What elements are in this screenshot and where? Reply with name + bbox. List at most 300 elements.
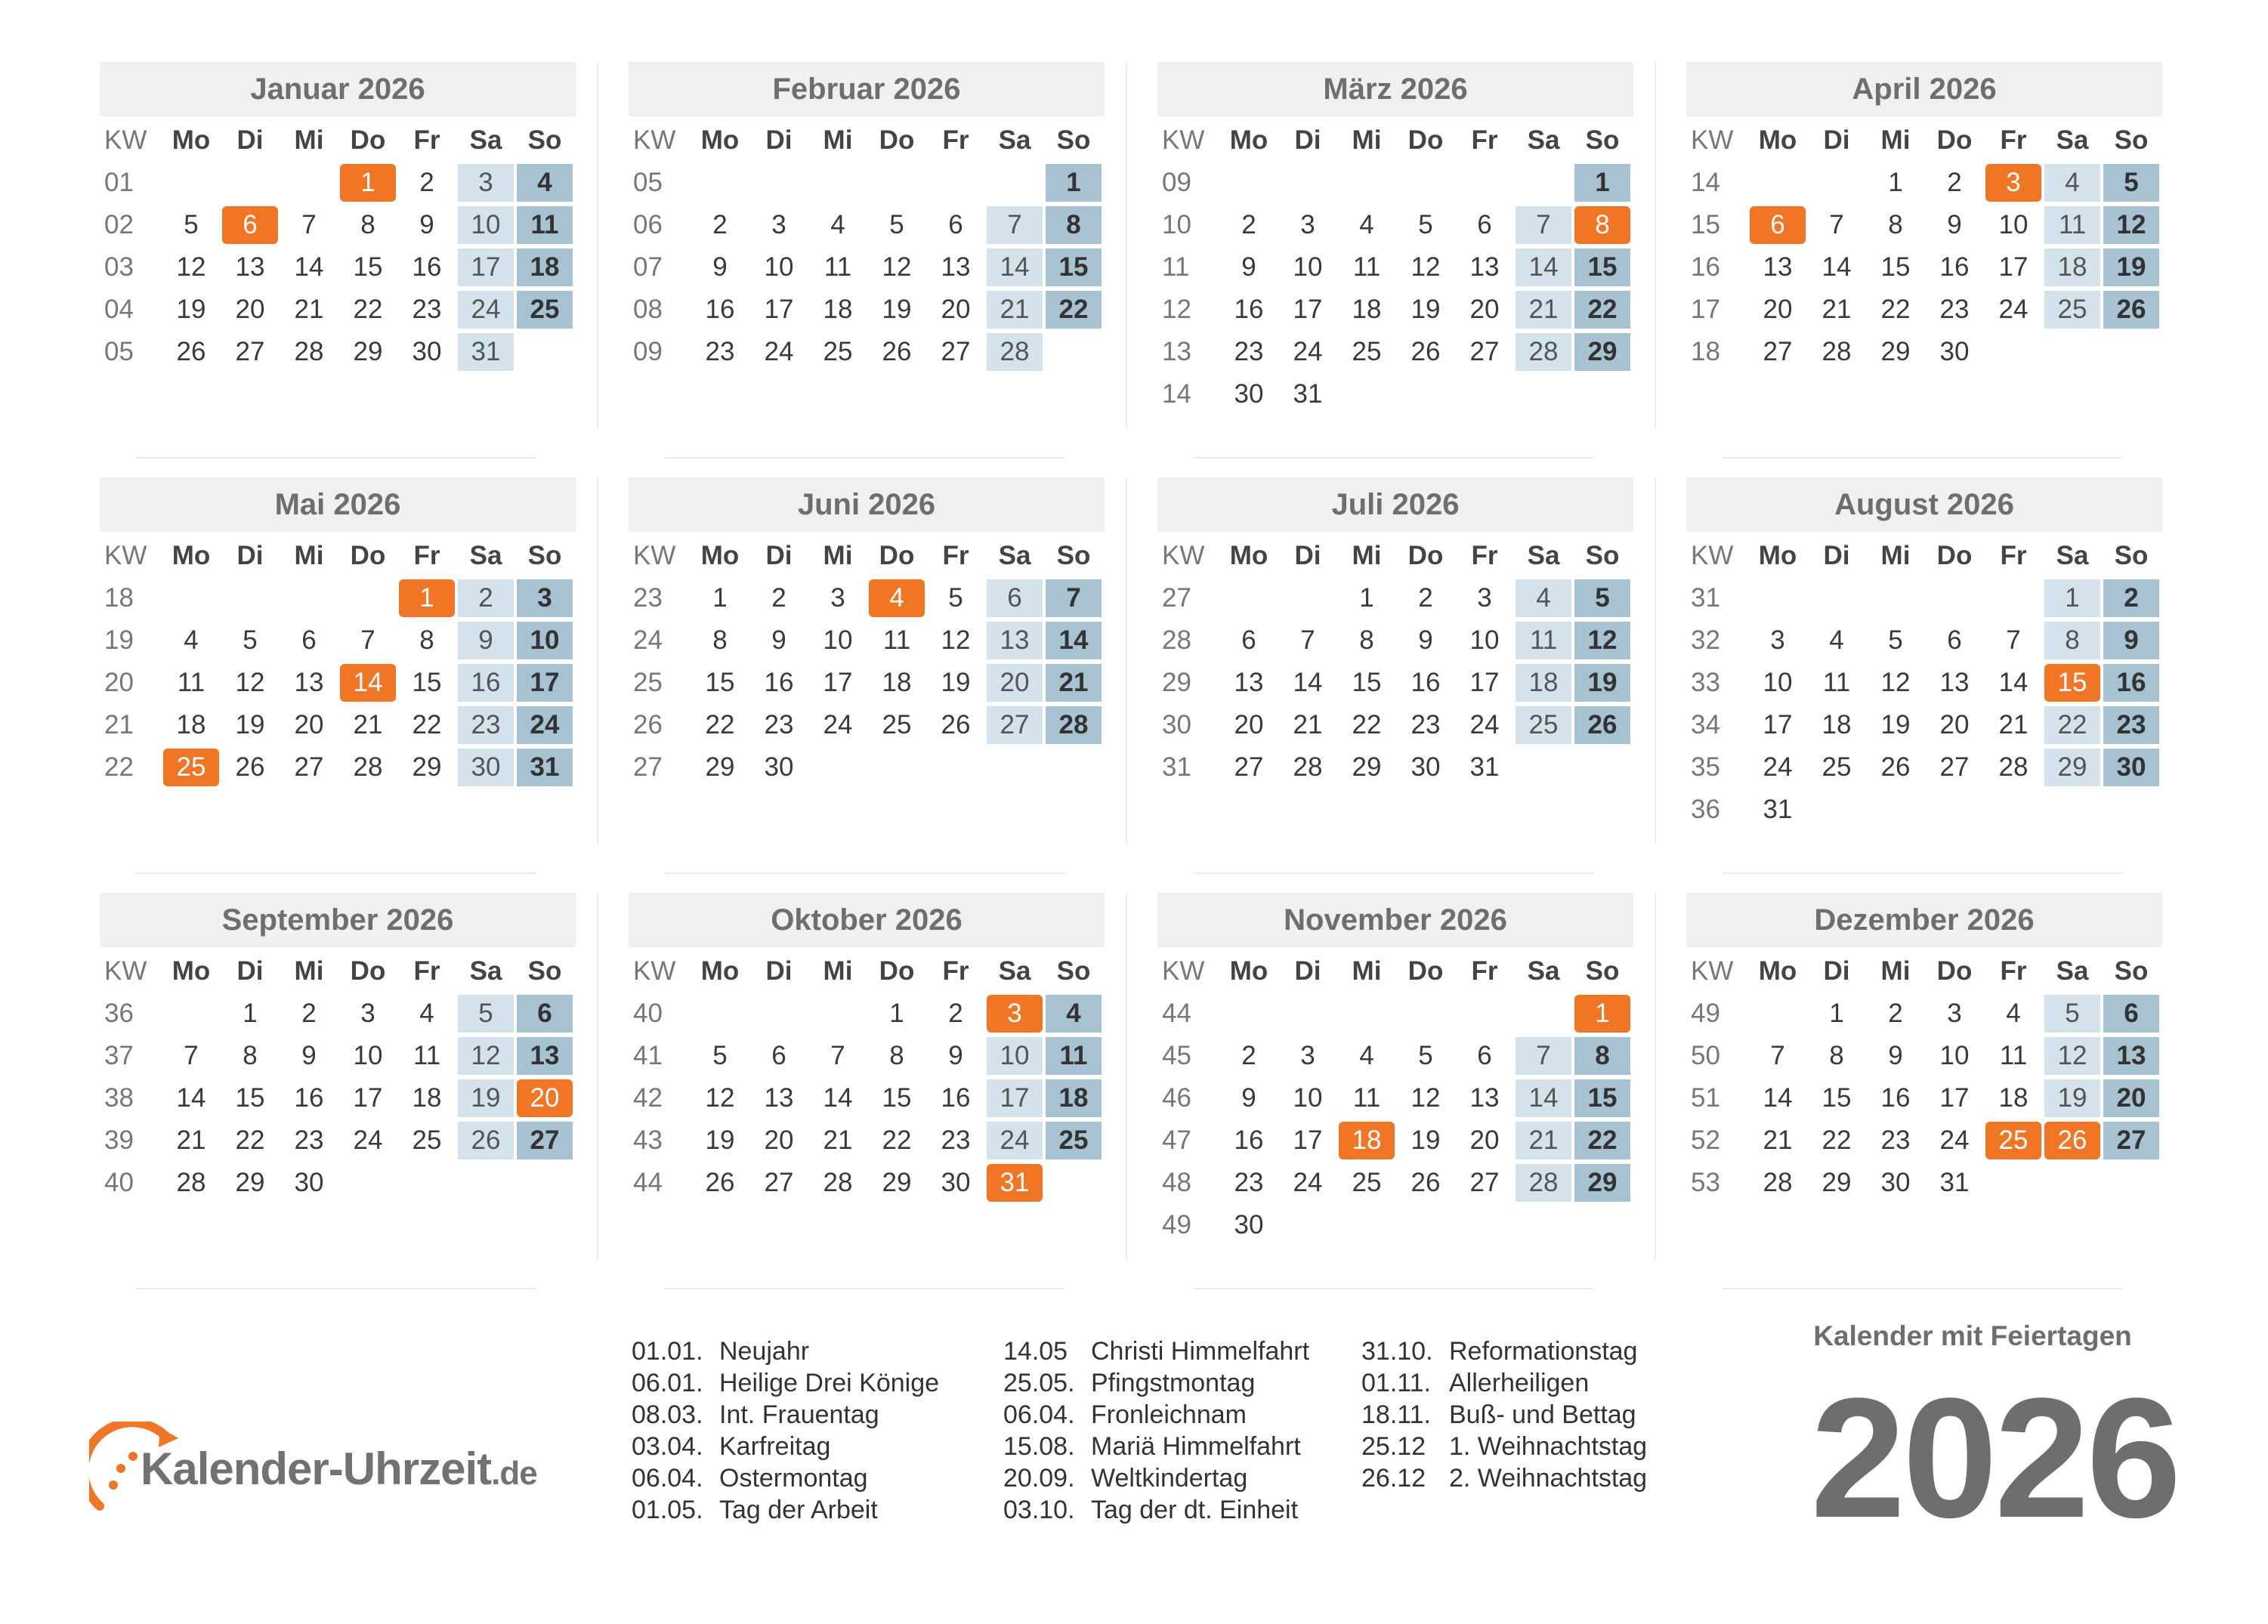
day-cell: 26 <box>458 1122 514 1159</box>
holiday-day-cell: 8 <box>1574 206 1630 244</box>
day-cell: 29 <box>705 752 735 782</box>
day-cell: 25 <box>517 291 573 329</box>
kw-header: KW <box>633 956 676 986</box>
week-row <box>1686 619 2162 662</box>
weekday-header: Mo <box>1229 541 1268 570</box>
day-cell: 21 <box>823 1125 853 1155</box>
day-cell: 17 <box>1998 252 2029 282</box>
week-row <box>1686 704 2162 746</box>
day-cell: 4 <box>830 210 845 239</box>
day-cell: 27 <box>294 752 324 782</box>
holiday-name: Weltkindertag <box>1091 1464 1248 1493</box>
holiday-entry <box>1361 1431 1739 1462</box>
week-row <box>1157 289 1633 331</box>
week-number: 20 <box>104 668 134 697</box>
logo-tld: .de <box>491 1455 537 1492</box>
day-cell: 23 <box>2103 706 2159 744</box>
day-cell: 16 <box>941 1083 971 1113</box>
day-cell: 15 <box>705 668 735 697</box>
day-cell: 16 <box>2103 664 2159 702</box>
day-cell: 21 <box>176 1125 206 1155</box>
weekday-header: Sa <box>469 541 502 570</box>
day-cell: 19 <box>1574 664 1630 702</box>
day-cell: 19 <box>2103 249 2159 286</box>
week-number: 23 <box>633 583 663 613</box>
day-cell: 4 <box>1046 995 1102 1033</box>
day-cell: 30 <box>1411 752 1441 782</box>
week-number: 45 <box>1162 1041 1191 1070</box>
day-cell: 26 <box>176 337 206 366</box>
holiday-name: Heilige Drei Könige <box>719 1369 940 1397</box>
day-cell: 15 <box>235 1083 265 1113</box>
day-cell: 18 <box>412 1083 442 1113</box>
day-cell: 26 <box>882 337 912 366</box>
day-cell: 24 <box>1293 1168 1323 1197</box>
holiday-name: Christi Himmelfahrt <box>1091 1337 1310 1366</box>
day-cell: 17 <box>1469 668 1500 697</box>
kw-header: KW <box>1691 125 1734 155</box>
day-cell: 4 <box>2044 164 2100 202</box>
day-cell: 25 <box>2044 291 2100 329</box>
week-row <box>100 289 576 331</box>
weekday-header: Di <box>765 125 793 155</box>
day-cell: 30 <box>458 749 514 786</box>
day-cell: 13 <box>1234 668 1264 697</box>
day-cell: 31 <box>1939 1168 1970 1197</box>
day-cell: 26 <box>1880 752 1911 782</box>
week-number: 10 <box>1162 210 1191 239</box>
holiday-column <box>632 1335 1009 1526</box>
column-divider <box>1126 477 1127 844</box>
weekday-header: Mi <box>1880 956 1911 986</box>
day-cell: 27 <box>764 1168 794 1197</box>
holiday-day-cell: 3 <box>987 995 1043 1033</box>
weekday-header: Mi <box>823 541 853 570</box>
kw-header: KW <box>633 125 676 155</box>
day-cell: 5 <box>1888 625 1903 655</box>
holiday-day-cell: 18 <box>1339 1122 1395 1159</box>
day-cell: 14 <box>1822 252 1852 282</box>
week-row <box>1157 204 1633 246</box>
weekday-header: Di <box>765 956 793 986</box>
week-row <box>100 1119 576 1162</box>
day-cell: 12 <box>882 252 912 282</box>
weekday-header: Fr <box>413 125 440 155</box>
day-cell: 9 <box>1241 1083 1256 1113</box>
week-row <box>1157 577 1633 619</box>
weekday-header: Fr <box>413 541 440 570</box>
day-cell: 18 <box>517 249 573 286</box>
week-row <box>629 577 1105 619</box>
week-row <box>100 704 576 746</box>
week-row <box>629 746 1105 789</box>
holiday-day-cell: 26 <box>2044 1122 2100 1159</box>
day-cell: 20 <box>987 664 1043 702</box>
kw-header: KW <box>104 541 147 570</box>
week-row <box>1157 373 1633 415</box>
weekday-header: Sa <box>1527 956 1560 986</box>
day-cell: 13 <box>1939 668 1970 697</box>
week-number: 50 <box>1691 1041 1720 1070</box>
holiday-entry <box>632 1399 1009 1431</box>
week-number: 27 <box>633 752 663 782</box>
day-cell: 31 <box>458 333 514 371</box>
weekday-header: Mi <box>294 541 324 570</box>
day-cell: 13 <box>764 1083 794 1113</box>
day-cell: 2 <box>1418 583 1433 613</box>
holiday-name: Int. Frauentag <box>719 1400 879 1429</box>
week-number: 33 <box>1691 668 1720 697</box>
day-cell: 23 <box>412 295 442 324</box>
weekday-header: Mi <box>823 125 853 155</box>
day-cell: 7 <box>1829 210 1844 239</box>
holiday-name: Tag der Arbeit <box>719 1496 878 1524</box>
day-cell: 16 <box>1234 1125 1264 1155</box>
day-cell: 29 <box>882 1168 912 1197</box>
week-row <box>1157 662 1633 704</box>
holiday-date: 26.12 <box>1361 1464 1426 1493</box>
day-cell: 23 <box>764 710 794 739</box>
month-title: September 2026 <box>100 893 576 947</box>
week-number: 31 <box>1691 583 1720 613</box>
weekday-header: Di <box>1823 956 1850 986</box>
week-number: 26 <box>633 710 663 739</box>
weekday-header: Sa <box>1527 541 1560 570</box>
weekday-header: Di <box>1823 541 1850 570</box>
holiday-entry <box>632 1431 1009 1462</box>
weekday-header: Mi <box>294 125 324 155</box>
column-divider <box>1655 893 1656 1259</box>
month-title: April 2026 <box>1686 62 2162 116</box>
day-cell: 3 <box>1300 1041 1315 1070</box>
day-cell: 9 <box>301 1041 317 1070</box>
holiday-name: Tag der dt. Einheit <box>1091 1496 1299 1524</box>
day-cell: 21 <box>1293 710 1323 739</box>
weekday-header-row <box>629 535 1105 577</box>
week-row <box>100 619 576 662</box>
day-cell: 22 <box>353 295 383 324</box>
day-cell: 9 <box>771 625 786 655</box>
day-cell: 15 <box>1574 1079 1630 1117</box>
week-row <box>1157 1162 1633 1204</box>
day-cell: 2 <box>948 999 963 1028</box>
logo-name: Kalender-Uhrzeit <box>141 1443 492 1494</box>
day-cell: 5 <box>1418 210 1433 239</box>
holiday-date: 01.01. <box>632 1337 703 1366</box>
holiday-column <box>1003 1335 1381 1526</box>
kw-header: KW <box>1691 541 1734 570</box>
day-cell: 22 <box>1880 295 1911 324</box>
week-row <box>629 1119 1105 1162</box>
week-row <box>1157 162 1633 204</box>
weekday-header: Fr <box>2000 541 2027 570</box>
day-cell: 26 <box>2103 291 2159 329</box>
day-cell: 23 <box>1939 295 1970 324</box>
day-cell: 31 <box>1469 752 1500 782</box>
day-cell: 25 <box>1352 1168 1382 1197</box>
week-row <box>1157 619 1633 662</box>
day-cell: 16 <box>412 252 442 282</box>
holiday-entry <box>632 1335 1009 1367</box>
week-row <box>100 1162 576 1204</box>
day-cell: 23 <box>294 1125 324 1155</box>
month-title: November 2026 <box>1157 893 1633 947</box>
day-cell: 17 <box>1293 295 1323 324</box>
day-cell: 13 <box>2103 1037 2159 1075</box>
holiday-name: Reformationstag <box>1449 1337 1638 1366</box>
column-divider <box>597 893 598 1259</box>
weekday-header: Mo <box>171 956 211 986</box>
week-number: 01 <box>104 168 134 197</box>
row-divider <box>665 872 1065 874</box>
weekday-header: So <box>1056 125 1091 155</box>
weekday-header: Mo <box>1758 125 1797 155</box>
day-cell: 19 <box>1880 710 1911 739</box>
day-cell: 29 <box>1574 333 1630 371</box>
day-cell: 9 <box>419 210 434 239</box>
weekday-header-row <box>1157 119 1633 162</box>
day-cell: 12 <box>176 252 206 282</box>
weekday-header-row <box>1686 950 2162 993</box>
month-block <box>1686 477 2162 831</box>
week-number: 19 <box>104 625 134 655</box>
week-row <box>100 662 576 704</box>
day-cell: 1 <box>243 999 258 1028</box>
holiday-entry <box>1361 1367 1739 1399</box>
kw-header: KW <box>1162 956 1205 986</box>
day-cell: 4 <box>517 164 573 202</box>
weekday-header: Mi <box>1880 541 1911 570</box>
day-cell: 3 <box>517 579 573 617</box>
day-cell: 19 <box>235 710 265 739</box>
day-cell: 27 <box>987 706 1043 744</box>
week-row <box>1157 704 1633 746</box>
day-cell: 11 <box>413 1041 441 1070</box>
day-cell: 31 <box>517 749 573 786</box>
day-cell: 10 <box>517 622 573 659</box>
day-cell: 22 <box>412 710 442 739</box>
day-cell: 12 <box>2044 1037 2100 1075</box>
weekday-header-row <box>1686 535 2162 577</box>
logo-wordmark <box>141 1443 537 1495</box>
week-number: 40 <box>104 1168 134 1197</box>
weekday-header-row <box>1157 535 1633 577</box>
day-cell: 30 <box>294 1168 324 1197</box>
day-cell: 22 <box>1352 710 1382 739</box>
weekday-header: So <box>527 541 562 570</box>
day-cell: 28 <box>1293 752 1323 782</box>
day-cell: 13 <box>235 252 265 282</box>
day-cell: 11 <box>1999 1041 2028 1070</box>
week-row <box>100 162 576 204</box>
day-cell: 16 <box>1411 668 1441 697</box>
day-cell: 15 <box>1046 249 1102 286</box>
holiday-name: Pfingstmontag <box>1091 1369 1256 1397</box>
week-number: 06 <box>633 210 663 239</box>
month-title: Oktober 2026 <box>629 893 1105 947</box>
day-cell: 27 <box>1763 337 1793 366</box>
day-cell: 17 <box>1763 710 1793 739</box>
week-number: 38 <box>104 1083 134 1113</box>
day-cell: 6 <box>987 579 1043 617</box>
day-cell: 25 <box>823 337 853 366</box>
day-cell: 8 <box>360 210 375 239</box>
weekday-header: Do <box>350 541 386 570</box>
week-row <box>100 246 576 289</box>
day-cell: 5 <box>243 625 258 655</box>
holiday-entry <box>1361 1399 1739 1431</box>
day-cell: 29 <box>2044 749 2100 786</box>
day-cell: 2 <box>771 583 786 613</box>
day-cell: 2 <box>1241 210 1256 239</box>
day-cell: 3 <box>458 164 514 202</box>
weekday-header: Mi <box>1352 541 1382 570</box>
day-cell: 7 <box>987 206 1043 244</box>
day-cell: 24 <box>353 1125 383 1155</box>
day-cell: 19 <box>882 295 912 324</box>
day-cell: 12 <box>705 1083 735 1113</box>
month-block <box>1157 62 1633 415</box>
day-cell: 27 <box>235 337 265 366</box>
week-number: 09 <box>1162 168 1191 197</box>
week-row <box>629 162 1105 204</box>
week-number: 28 <box>1162 625 1191 655</box>
month-block <box>1157 893 1633 1246</box>
day-cell: 29 <box>235 1168 265 1197</box>
day-cell: 4 <box>1829 625 1844 655</box>
week-row <box>1686 662 2162 704</box>
month-block <box>100 477 576 789</box>
week-number: 14 <box>1691 168 1720 197</box>
holiday-day-cell: 14 <box>340 664 396 702</box>
day-cell: 28 <box>987 333 1043 371</box>
day-cell: 2 <box>1888 999 1903 1028</box>
day-cell: 24 <box>458 291 514 329</box>
week-number: 21 <box>104 710 134 739</box>
holiday-entry <box>1003 1462 1381 1494</box>
day-cell: 17 <box>517 664 573 702</box>
week-number: 36 <box>104 999 134 1028</box>
weekday-header: Di <box>765 541 793 570</box>
day-cell: 12 <box>458 1037 514 1075</box>
day-cell: 21 <box>1998 710 2029 739</box>
weekday-header: Sa <box>469 125 502 155</box>
day-cell: 24 <box>987 1122 1043 1159</box>
day-cell: 14 <box>1998 668 2029 697</box>
day-cell: 20 <box>294 710 324 739</box>
weekday-header: Sa <box>1527 125 1560 155</box>
holiday-day-cell: 4 <box>869 579 925 617</box>
holiday-date: 31.10. <box>1361 1337 1433 1366</box>
day-cell: 10 <box>764 252 794 282</box>
weekday-header: Sa <box>998 956 1031 986</box>
day-cell: 17 <box>353 1083 383 1113</box>
day-cell: 28 <box>176 1168 206 1197</box>
day-cell: 13 <box>517 1037 573 1075</box>
holiday-day-cell: 20 <box>517 1079 573 1117</box>
week-row <box>1157 1077 1633 1119</box>
week-row <box>100 1077 576 1119</box>
week-number: 09 <box>633 337 663 366</box>
week-number: 08 <box>633 295 663 324</box>
row-divider <box>1723 872 2123 874</box>
week-row <box>100 577 576 619</box>
weekday-header: Mi <box>1880 125 1911 155</box>
week-number: 49 <box>1691 999 1720 1028</box>
day-cell: 7 <box>1046 579 1102 617</box>
day-cell: 15 <box>882 1083 912 1113</box>
day-cell: 28 <box>1998 752 2029 782</box>
day-cell: 8 <box>1046 206 1102 244</box>
week-number: 31 <box>1162 752 1191 782</box>
week-row <box>1686 1162 2162 1204</box>
day-cell: 24 <box>1763 752 1793 782</box>
day-cell: 1 <box>1888 168 1903 197</box>
weekday-header-row <box>629 950 1105 993</box>
holiday-name: 2. Weihnachtstag <box>1449 1464 1648 1493</box>
day-cell: 27 <box>1469 1168 1500 1197</box>
week-number: 53 <box>1691 1168 1720 1197</box>
week-row <box>629 662 1105 704</box>
week-number: 41 <box>633 1041 663 1070</box>
day-cell: 16 <box>1880 1083 1911 1113</box>
week-row <box>1686 746 2162 789</box>
week-number: 39 <box>104 1125 134 1155</box>
day-cell: 8 <box>889 1041 904 1070</box>
day-cell: 6 <box>1477 1041 1492 1070</box>
day-cell: 6 <box>301 625 317 655</box>
day-cell: 4 <box>419 999 434 1028</box>
day-cell: 8 <box>243 1041 258 1070</box>
day-cell: 28 <box>1516 333 1571 371</box>
week-row <box>1157 1204 1633 1246</box>
weekday-header: Mi <box>294 956 324 986</box>
day-cell: 24 <box>823 710 853 739</box>
month-title: Dezember 2026 <box>1686 893 2162 947</box>
day-cell: 2 <box>1241 1041 1256 1070</box>
holiday-date: 06.04. <box>1003 1400 1075 1429</box>
month-block <box>1157 477 1633 789</box>
day-cell: 29 <box>1880 337 1911 366</box>
day-cell: 22 <box>1046 291 1102 329</box>
day-cell: 30 <box>764 752 794 782</box>
weekday-header: So <box>1056 541 1091 570</box>
week-number: 27 <box>1162 583 1191 613</box>
day-cell: 29 <box>1352 752 1382 782</box>
day-cell: 29 <box>1822 1168 1852 1197</box>
day-cell: 24 <box>1939 1125 1970 1155</box>
week-row <box>629 704 1105 746</box>
week-number: 07 <box>633 252 663 282</box>
day-cell: 24 <box>1469 710 1500 739</box>
day-cell: 7 <box>301 210 317 239</box>
day-cell: 13 <box>1469 252 1500 282</box>
weekday-header: So <box>527 956 562 986</box>
day-cell: 6 <box>1241 625 1256 655</box>
day-cell: 4 <box>1359 1041 1374 1070</box>
day-cell: 6 <box>517 995 573 1033</box>
holiday-column <box>1361 1335 1739 1494</box>
weekday-header: So <box>2114 956 2149 986</box>
logo <box>89 1422 603 1527</box>
week-row <box>1686 246 2162 289</box>
day-cell: 14 <box>987 249 1043 286</box>
column-divider <box>1126 893 1127 1259</box>
weekday-header: Sa <box>469 956 502 986</box>
weekday-header: Mo <box>1758 541 1797 570</box>
weekday-header: Do <box>1936 541 1973 570</box>
week-number: 35 <box>1691 752 1720 782</box>
